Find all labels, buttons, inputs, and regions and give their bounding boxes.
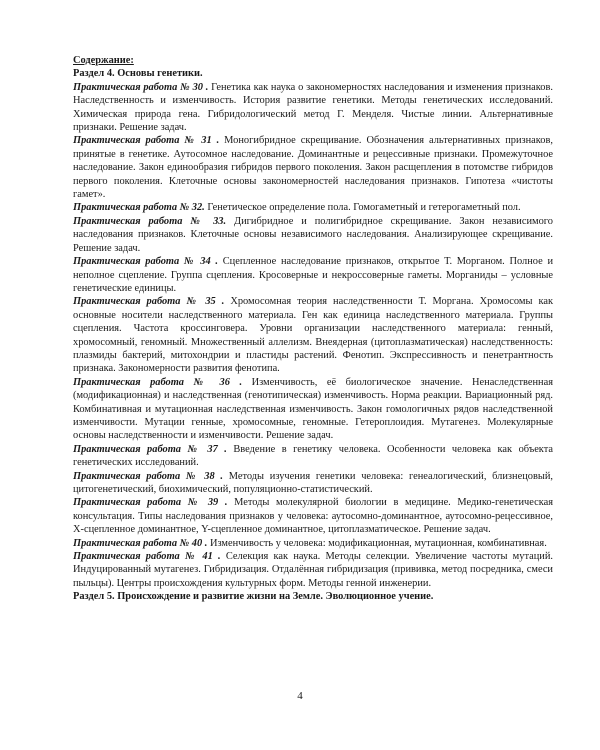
- practical-work-description: Генетика как наука о закономерностях наследования и изменения признаков. Наследственность и изменчивость. История развитие генетики. Методы генетических исследований. Химическая природа гена. Гибридологический метод Г. Менделя. Чистые линии. Альтернативные признаки. Решение задач.: [73, 81, 553, 134]
- contents-entry: [73, 215, 553, 255]
- practical-work-description: Генетическое определение пола. Гомогаметный и гетерогаметный пол.: [204, 202, 521, 214]
- practical-work-description: Сцепленное наследование признаков, открытое Т. Морганом. Полное и неполное сцепление. Группа сцепления. Кросоверные и некроссоверные гаметы. Морганиды – условные генетические единицы.: [73, 256, 554, 294]
- practical-work-label: Практическая работа № 35 .: [73, 296, 225, 308]
- practical-work-label: Практическая работа № 30 .: [73, 81, 209, 93]
- practical-work-description: Введение в генетику человека. Особенности человека как объекта генетических исследований.: [73, 443, 553, 469]
- practical-work-label: Практическая работа № 32.: [73, 202, 205, 214]
- contents-entry: [73, 295, 553, 375]
- practical-work-description: Методы изучения генетики человека: генеалогический, близнецовый, цитогенетический, биохимический, популяционно-статистический.: [73, 470, 554, 495]
- contents-entry: [73, 537, 553, 550]
- contents-entry: [73, 470, 553, 497]
- contents-heading: Содержание:: [73, 55, 134, 66]
- practical-work-label: Практическая работа № 41 .: [73, 551, 221, 563]
- section-5-title: Раздел 5. Происхождение и развитие жизни на Земле. Эволюционное учение.: [73, 591, 434, 603]
- contents-entry: [73, 201, 553, 214]
- contents-entry: [73, 376, 553, 443]
- practical-work-label: Практическая работа № 40 .: [73, 537, 208, 549]
- contents-entry: [73, 443, 553, 470]
- practical-work-label: Практическая работа № 31 .: [73, 135, 220, 147]
- practical-work-description: Хромосомная теория наследственности Т. Моргана. Хромосомы как основные носители наследственного материала. Ген как единица наследственного материала. Группы сцепления. Частота кроссинговера. Уровни организации наследственного материала: генный, хромосомный, геномный. Множественный аллелизм. Внеядерная (цитоплазматическая) наследственность: плазмиды бактерий, митохондрии и пластиды растений. Фенотип. Экспрессивность и пенетрантность признака. Закономерности развития фенотипа.: [73, 296, 553, 375]
- contents-entry: [73, 496, 553, 536]
- contents-entry: [73, 134, 553, 201]
- practical-work-description: Селекция как наука. Методы селекции. Увеличение частоты мутаций. Индуцированный мутагенез. Гибридизация. Отдалённая гибридизация (прививка, метод посредника, смеси пыльцы). Центры происхождения культурных форм. Методы генной инженерии.: [73, 551, 554, 589]
- practical-work-label: Практическая работа № 38 .: [73, 470, 224, 482]
- practical-work-description: Изменчивость у человека: модификационная, мутационная, комбинативная.: [207, 537, 547, 549]
- contents-entries: [73, 81, 553, 590]
- practical-work-label: Практическая работа № 36 .: [73, 376, 243, 388]
- contents-entry: [73, 81, 553, 135]
- contents-entry: [73, 255, 553, 295]
- practical-work-label: Практическая работа № 37 .: [73, 443, 227, 455]
- document-page: [73, 54, 553, 604]
- practical-work-label: Практическая работа № 33.: [73, 215, 227, 227]
- practical-work-label: Практическая работа № 39 .: [73, 497, 228, 509]
- practical-work-description: Изменчивость, её биологическое значение. Ненаследственная (модификационная) и наследственная (генотипическая) изменчивость. Норма реакции. Вариационный ряд. Комбинативная и мутационная наследственная изменчивость. Закон гомологичных рядов наследственной изменчивости. Мутации генные, хромосомные, геномные. Гетероплоидия. Мутагенез. Молекулярные основы наследственности и изменчивости. Решение задач.: [73, 376, 553, 442]
- practical-work-description: Моногибридное скрещивание. Обозначения альтернативных признаков, принятые в генетике. Аутосомное наследование. Доминантные и рецессивные признаки. Промежуточное наследование. Закон единообразия гибридов первого поколения. Закон расщепления в потомстве гибридов первого поколения. Клеточные основы закономерностей наследования признаков. Гипотеза «чистоты гамет».: [73, 135, 554, 201]
- contents-entry: [73, 550, 553, 590]
- practical-work-label: Практическая работа № 34 .: [73, 256, 218, 268]
- page-number: 4: [297, 690, 303, 702]
- practical-work-description: Методы молекулярной биологии в медицине. Медико-генетическая консультация. Типы наследования признаков у человека: аутосомно-доминантное, аутосомно-рецессивное, X-сцепленное доминантное, Y-сцепленное доминантное, цитоплазматическое. Решение задач.: [73, 497, 553, 536]
- practical-work-description: Дигибридное и полигибридное скрещивание. Закон независимого наследования признаков. Клеточные основы независимого наследования. Анализирующее скрещивание. Решение задач.: [73, 215, 553, 254]
- section-4-title: Раздел 4. Основы генетики.: [73, 68, 203, 80]
